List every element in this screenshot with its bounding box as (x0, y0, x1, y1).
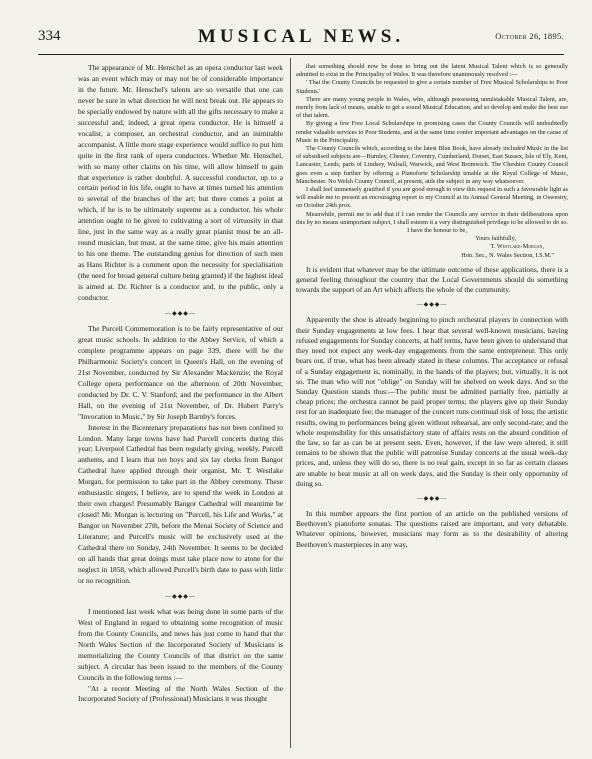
right-column (296, 63, 568, 751)
column-divider (290, 58, 291, 748)
quoted-resolution: ' That the County Councils be requested to give a certain number of Free Musical Scholarships to Poor Students.' (296, 79, 568, 95)
quoted-circular-paragraph: that something should now be done to bring out the latent Musical Talent which is so generally admitted to exist in the Principality of Wales. It was therefore unanimously resolved :— (296, 63, 568, 79)
masthead-title: MUSICAL NEWS. (197, 26, 405, 47)
signature-name: T. Westlake-Morgan, (490, 243, 544, 251)
article-paragraph: Apparently the shoe is already beginning to pinch orchestral players in connection with their Sunday engagements at low fees. I hear that several well-known musicians, having refused engagements for Sunday concerts, at half terms, have been given to understand that they need not expect any week-day engagements from the same entrepreneur. This only bears out, if true, what has been already stated in these columns. The acceptance or refusal of a Sunday engagement is, nominally, in the hands of the players; but, virtually, it is not so. The man who will not "oblige" on Sunday will be shelved on week days. And so the Sunday Question stands thus:—The public must be admitted partially free, partially at cheap prices; the orchestra cannot be paid proper terms; the players give up their Sunday rest for an inadequate fee; the manager of the concert runs continual risk of loss; the artistic results, owing to performances being given without rehearsal, are only second-rate; and the whole responsibility for this unsatisfactory state of affairs rests on the absurd condition of the law, so far as can be at present seen. Even, however, if the law were altered, it still remains to be shown that the public will patronise Sunday concerts at the usual week-day prices, and, unless they will do so, there is no real gain, except in so far as certain classes are unable to hear music at all on week days, and the Sunday is their only opportunity of doing so. (296, 315, 568, 488)
quoted-circular-paragraph: There are many young people in Wales, who, although possessing unmistakable Musical Talent, are, merely from lack of means, unable to get a sound Musical Education, and so develop and make the best use of that talent. (296, 95, 568, 120)
section-separator: —◆◆◆— (416, 495, 448, 502)
article-paragraph: Interest in the Bicentenary preparations has not been confined to London. Many large towns have had Purcell concerts during this year; Liverpool Cathedral has been regularly giving, weekly, Purcell anthems, and I learn that ten boys and six lay clerks from Bangor Cathedral have applied through their organist, Mr. T. Westlake Morgan, for permission to take part in the Abbey ceremony. These enthusiastic singers, I believe, are to spend the week in London at their own charges! Presumably Bangor Cathedral will meantime be closed! Mr. Morgan is lecturing on "Purcell, his Life and Works," at Bangor on November 27th, before the Menai Society of Science and Literature; and Purcell's music will be exclusively used at the Cathedral there on Sunday, 24th November. It seems to be decided on all hands that great doings must take place now to atone for the neglect in 1858, which allowed Purcell's birth date to pass with little or no recognition. (78, 422, 283, 585)
section-separator: —◆◆◆— (416, 302, 448, 309)
article-paragraph: The Purcell Commemoration is to be fairly representative of our great music schools. In addition to the Abbey Service, of which a complete programme appears on page 339, there will be the Philharmonic Society's concert in Queen's Hall, on the evening of 21st November, conducted by Sir Alexander Mackenzie; the Royal College opera performance on the afternoon of 20th November, conducted by Dr. C. V. Stanford; and the performance in the Albert Hall, on the evening of 21st November, of Dr. Hubert Parry's "Invocation to Music," by Sir Joseph Barnby's forces. (78, 323, 283, 421)
page-number: 334 (38, 28, 61, 44)
article-paragraph: In this number appears the first portion of an article on the published versions of Beethoven's pianoforte sonatas. The questions raised are important, and very debatable. Whatever opinions, however, musicians may form as to the desirability of altering Beethoven's masterpieces in any way, (296, 508, 568, 549)
article-paragraph: The appearance of Mr. Henschel as an opera conductor last week was an event which may or may not be of considerable importance in the future. Mr. Henschel's talents are so versatile that one can never be sure in what direction he will next break out. He appears to be specially endowed by nature with all the gifts necessary to make a successful and, indeed, a great opera conductor. He is himself a vocalist, a composer, an orchestral conductor, and an inimitable accompanist. A little more stage experience would suffice to put him quite in the first rank of opera conductors. Whether Mr. Henschel, with so many other claims on his time, will allow himself to gain that experience is rather doubtful. A successful conductor, up to a certain period in his life, ought to have at times turned his attention to several of the branches of the art; but there comes a point at which, if he is to be ultimately supreme as a conductor, his whole attention ought to be given to cultivating a sort of virtuosity in that line, just in the same way as a really great pianist must be an all-round musician, but must, at the same time, give his main attention to his one theme. The outstanding genius for direction of such men as Hans Richter is a comment upon the necessity for specialisation (the need for broad general culture being granted) if the highest ideal is aimed at. Dr. Richter is a conductor and, to the public, only a conductor. (78, 63, 283, 303)
page-header (38, 22, 564, 48)
quoted-circular-paragraph: Meanwhile, permit me to add that if I can render the Councils any service in their deliberations upon this by no means unimportant subject, I shall esteem it a very distinguished privilege to be allowed to do so. (296, 210, 568, 226)
signature-title: Hon. Sec., N. Wales Section, I.S.M." (461, 251, 554, 259)
quoted-circular-paragraph: "At a recent Meeting of the North Wales Section of the Incorporated Society of (Professional) Musicians it was thought (78, 683, 283, 704)
signature-line: I have the honour to be, (407, 227, 467, 235)
article-paragraph: It is evident that whatever may be the ultimate outcome of these applications, there is a general feeling throughout the country that the Local Governments should do something towards the support of an Art which affects the whole of the community. (296, 264, 568, 295)
quoted-circular-paragraph: The County Councils which, according to the latest Blue Book, have already included Music in the list of subsidised subjects are—Burnley, Chester, Coventry, Cumberland, Dorset, East Sussex, Isle of Ely, Kent, Lancaster, Leeds, parts of Lindsey, Walsall, Warwick, and West Bromwich. The Cheshire County Council goes even a step further by offering a Pianoforte Scholarship tenable at the Royal College of Music, Manchester. No Welsh County Council, at present, aids the subject in any way whatsoever. (296, 145, 568, 185)
header-rule (38, 54, 564, 55)
quoted-circular-paragraph: I shall feel immensely gratified if you are good enough to view this request in such a favourable light as will enable me to present an encouraging report to my Council at its Annual General Meeting, in Oswestry, on October 24th prox. (296, 186, 568, 210)
section-separator: —◆◆◆— (165, 593, 196, 600)
left-column (78, 63, 283, 753)
section-separator: —◆◆◆— (165, 310, 196, 317)
signature-line: Yours faithfully, (475, 235, 516, 243)
quoted-circular-paragraph: By giving a few Free Local Scholarships in promising cases the County Councils will undoubtedly render valuable services to Poor Students, and at the same time confer important advantages on the cause of Music in the Principality. (296, 120, 568, 144)
issue-date: October 26, 1895. (495, 31, 564, 41)
article-paragraph: I mentioned last week what was being done in some parts of the West of England in regard to obtaining some recognition of music from the County Councils, and news has just come to hand that the North Wales Section of the Incorporated Society of Musicians is memorializing the County Councils of that district on the same subject. A circular has been issued to the members of the County Councils in the following terms :— (78, 606, 283, 682)
